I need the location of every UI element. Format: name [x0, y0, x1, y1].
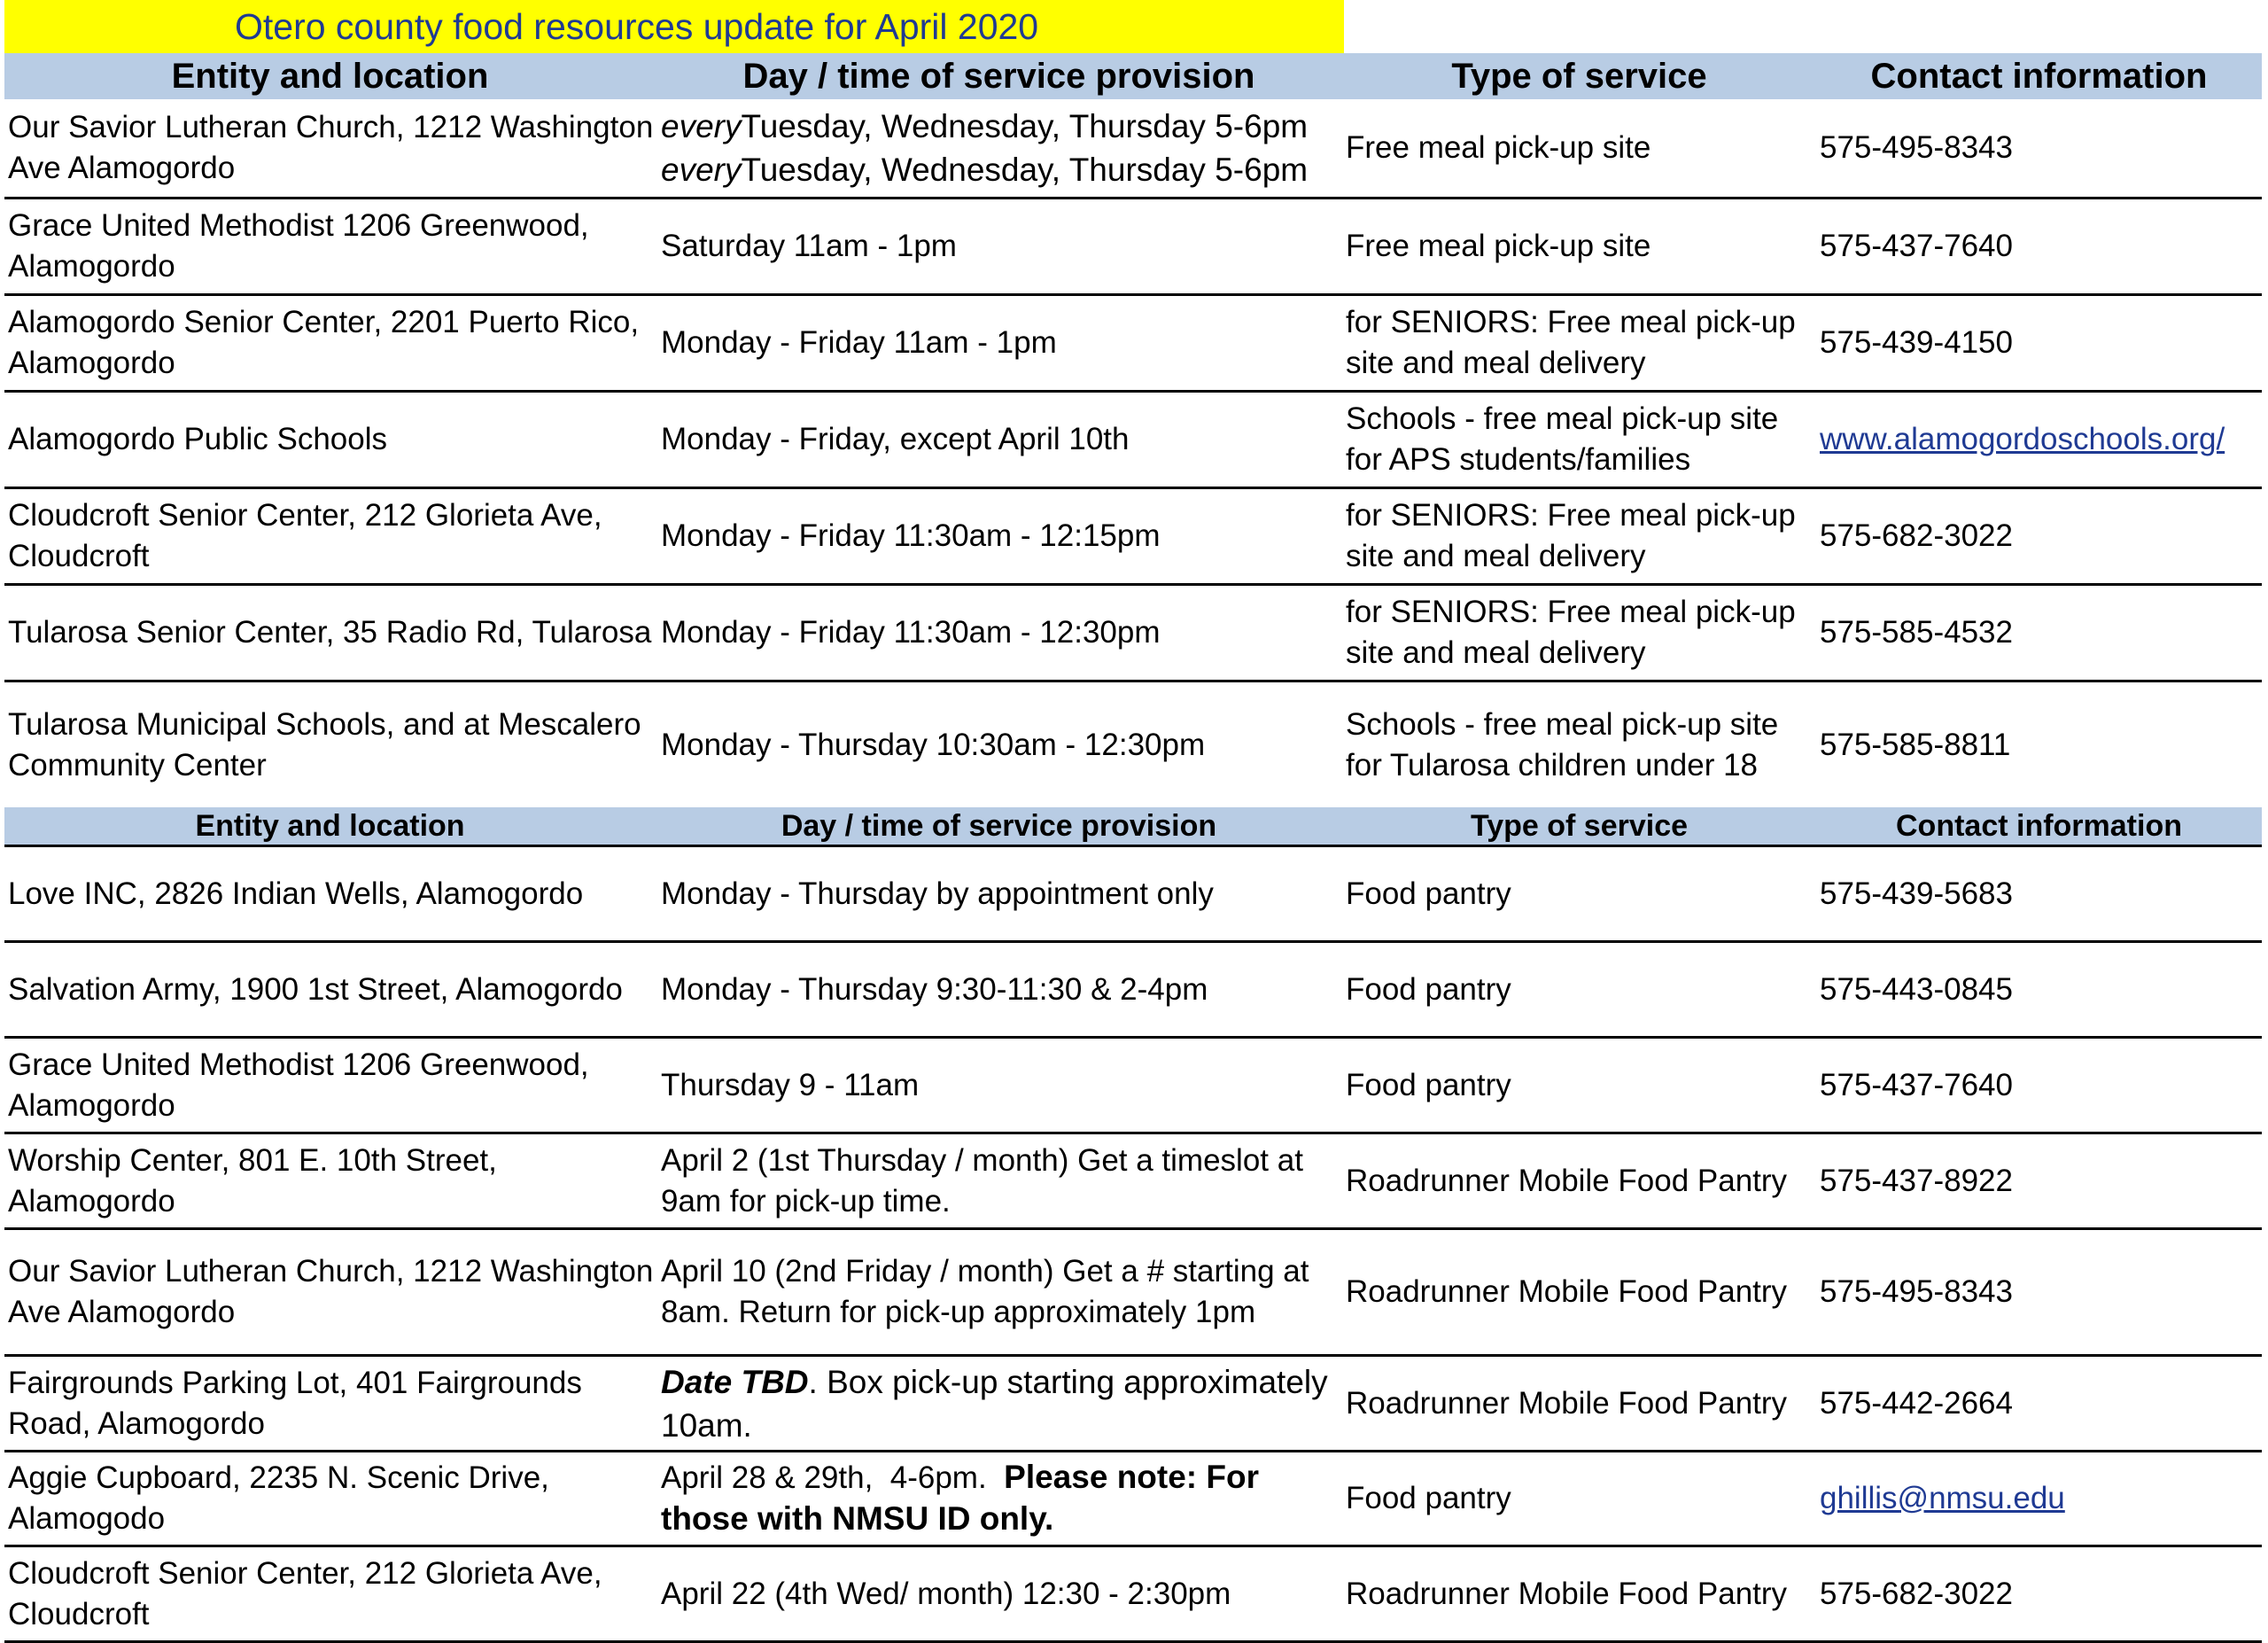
table-row	[4, 296, 2262, 393]
cell-entity: Our Savior Lutheran Church, 1212 Washington Ave Alamogordo	[8, 110, 654, 185]
cell-when: Date TBD. Box pick-up starting approximately 10am.	[661, 1363, 1328, 1444]
cell-entity: Worship Center, 801 E. 10th Street, Alamogordo	[8, 1142, 497, 1219]
cell-type: for SENIORS: Free meal pick-up site and meal delivery	[1346, 305, 1796, 380]
cell-type: Free meal pick-up site	[1346, 130, 1651, 165]
cell-entity: Alamogordo Public Schools	[8, 422, 388, 456]
cell-entity: Salvation Army, 1900 1st Street, Alamogordo	[8, 971, 623, 1007]
cell-entity: Alamogordo Senior Center, 2201 Puerto Rico, Alamogordo	[8, 305, 640, 380]
header-type: Type of service	[1451, 56, 1707, 96]
cell-when: April 22 (4th Wed/ month) 12:30 - 2:30pm	[661, 1576, 1231, 1611]
cell-type: Food pantry	[1346, 971, 1511, 1007]
header-entity: Entity and location	[195, 808, 465, 843]
cell-when: everyTuesday, Wednesday, Thursday 5-6pm everyTuesday, Wednesday, Thursday 5-6pm	[661, 108, 1309, 188]
cell-contact: 575-437-7640	[1820, 229, 2013, 263]
page-title: Otero county food resources update for April 2020	[4, 0, 1344, 53]
table-row	[4, 1452, 2262, 1547]
cell-when: April 2 (1st Thursday / month) Get a timeslot at 9am for pick-up time.	[661, 1142, 1303, 1219]
cell-contact: 575-439-5683	[1820, 876, 2013, 911]
cell-contact: 575-585-4532	[1820, 615, 2013, 650]
table-row	[4, 682, 2262, 807]
cell-when: Monday - Friday 11am - 1pm	[661, 325, 1057, 360]
cell-entity: Cloudcroft Senior Center, 212 Glorieta Ave, Cloudcroft	[8, 1555, 602, 1631]
cell-contact: 575-439-4150	[1820, 325, 2013, 360]
cell-contact: 575-495-8343	[1820, 130, 2013, 165]
cell-type: Roadrunner Mobile Food Pantry	[1346, 1163, 1788, 1198]
cell-when: Monday - Friday 11:30am - 12:15pm	[661, 518, 1161, 553]
cell-type: for SENIORS: Free meal pick-up site and meal delivery	[1346, 595, 1796, 670]
cell-type: Food pantry	[1346, 1067, 1511, 1102]
table-row	[4, 1230, 2262, 1357]
cell-entity: Love INC, 2826 Indian Wells, Alamogordo	[8, 876, 584, 911]
cell-contact: 575-682-3022	[1820, 1576, 2013, 1611]
cell-when: Thursday 9 - 11am	[661, 1067, 920, 1102]
header-entity: Entity and location	[171, 56, 489, 96]
table-row	[4, 1039, 2262, 1134]
cell-contact: 575-437-8922	[1820, 1163, 2013, 1198]
table-row	[4, 586, 2262, 682]
table-row	[4, 199, 2262, 296]
email-link[interactable]: ghillis@nmsu.edu	[1820, 1481, 2065, 1515]
header-type: Type of service	[1470, 808, 1689, 843]
cell-type: Schools - free meal pick-up site for APS students/families	[1346, 401, 1779, 477]
cell-entity: Grace United Methodist 1206 Greenwood, Alamogordo	[8, 1047, 589, 1123]
nmsu-note: Please note: For those with NMSU ID only.	[661, 1459, 1259, 1537]
header-contact: Contact information	[1896, 808, 2182, 843]
table-row	[4, 99, 2262, 199]
cell-contact: 575-682-3022	[1820, 518, 2013, 553]
cell-entity: Fairgrounds Parking Lot, 401 Fairgrounds Road, Alamogordo	[8, 1365, 582, 1441]
cell-entity: Aggie Cupboard, 2235 N. Scenic Drive, Alamogodo	[8, 1460, 549, 1536]
cell-when: April 28 & 29th, 4-6pm. Please note: For those with NMSU ID only.	[661, 1459, 1259, 1537]
cell-when: Monday - Thursday 9:30-11:30 & 2-4pm	[661, 971, 1208, 1007]
cell-contact: 575-443-0845	[1820, 971, 2013, 1007]
table-row	[4, 393, 2262, 489]
header-contact: Contact information	[1870, 56, 2208, 96]
cell-when: Saturday 11am - 1pm	[661, 229, 957, 263]
cell-when: Monday - Friday, except April 10th	[661, 422, 1130, 456]
cell-contact: 575-495-8343	[1820, 1274, 2013, 1309]
cell-entity: Cloudcroft Senior Center, 212 Glorieta Ave, Cloudcroft	[8, 498, 602, 573]
cell-contact: 575-442-2664	[1820, 1385, 2013, 1421]
table-header-meal-sites	[4, 53, 2262, 99]
cell-entity: Grace United Methodist 1206 Greenwood, Alamogordo	[8, 208, 589, 284]
table-row	[4, 1357, 2262, 1452]
cell-type: Food pantry	[1346, 876, 1511, 911]
header-when: Day / time of service provision	[742, 56, 1255, 96]
website-link[interactable]: www.alamogordoschools.org/	[1820, 422, 2225, 456]
header-when: Day / time of service provision	[781, 808, 1217, 843]
cell-type: for SENIORS: Free meal pick-up site and meal delivery	[1346, 498, 1796, 573]
table-row	[4, 1134, 2262, 1230]
cell-entity: Tularosa Municipal Schools, and at Mescalero Community Center	[8, 706, 641, 783]
table-header-pantries	[4, 807, 2262, 847]
cell-when: Monday - Thursday 10:30am - 12:30pm	[661, 727, 1206, 762]
cell-type: Roadrunner Mobile Food Pantry	[1346, 1274, 1788, 1309]
cell-when: Monday - Friday 11:30am - 12:30pm	[661, 615, 1161, 650]
cell-type: Food pantry	[1346, 1481, 1511, 1515]
cell-when: April 10 (2nd Friday / month) Get a # starting at 8am. Return for pick-up approximately 1pm	[661, 1254, 1309, 1329]
cell-type: Roadrunner Mobile Food Pantry	[1346, 1576, 1788, 1611]
cell-entity: Our Savior Lutheran Church, 1212 Washington Ave Alamogordo	[8, 1254, 654, 1329]
cell-contact: 575-585-8811	[1820, 727, 2011, 762]
cell-contact: 575-437-7640	[1820, 1067, 2013, 1102]
table-row	[4, 943, 2262, 1039]
table-row	[4, 847, 2262, 943]
table-row	[4, 489, 2262, 586]
table-row	[4, 1547, 2262, 1643]
cell-type: Schools - free meal pick-up site for Tularosa children under 18	[1346, 706, 1779, 783]
cell-entity: Tularosa Senior Center, 35 Radio Rd, Tularosa	[8, 615, 652, 650]
date-tbd-label: Date TBD	[661, 1363, 809, 1400]
cell-type: Free meal pick-up site	[1346, 229, 1651, 263]
cell-type: Roadrunner Mobile Food Pantry	[1346, 1385, 1788, 1421]
cell-when: Monday - Thursday by appointment only	[661, 876, 1214, 911]
